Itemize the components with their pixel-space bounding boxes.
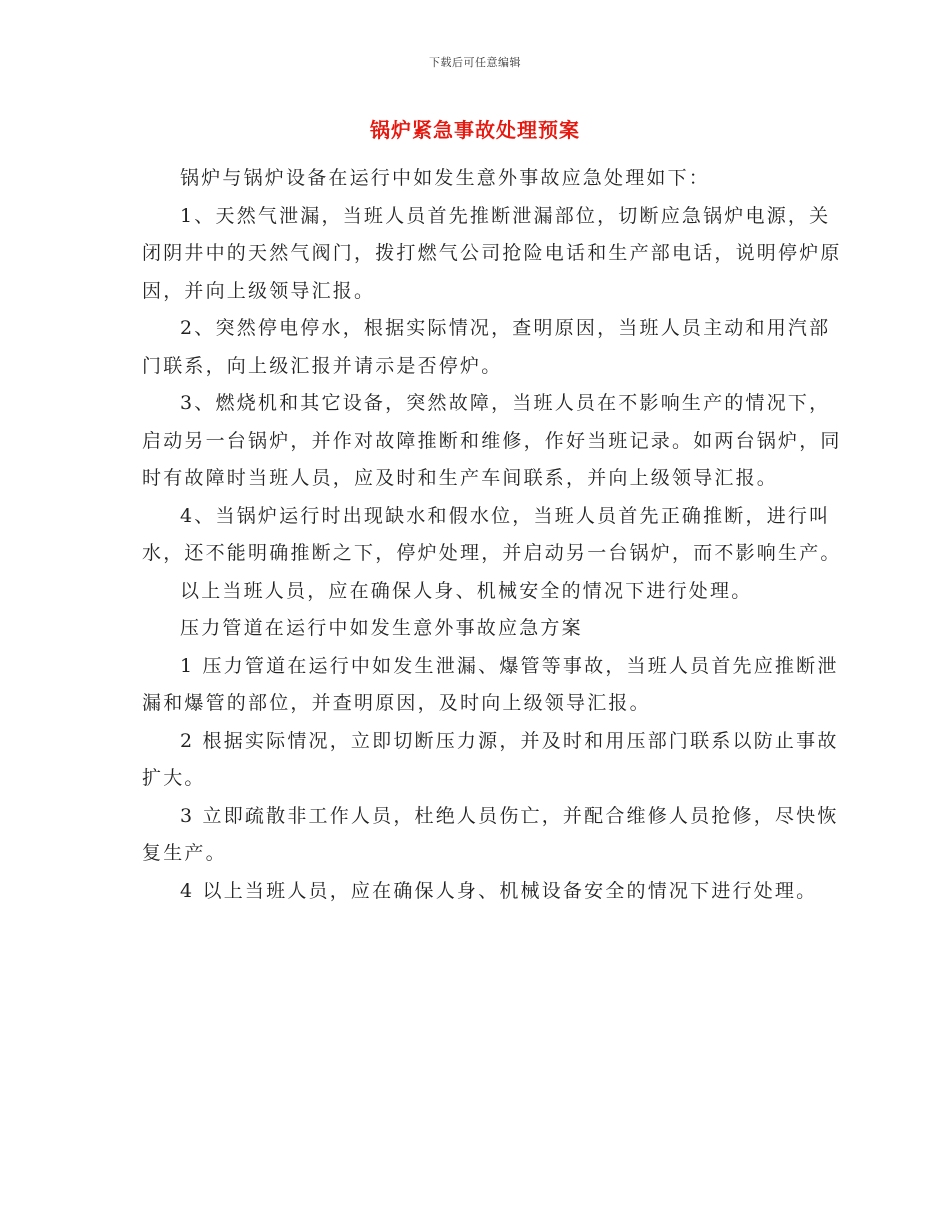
- paragraph-pipeline-heading: 压力管道在运行中如发生意外事故应急方案: [180, 617, 583, 639]
- paragraph-intro: 锅炉与锅炉设备在运行中如发生意外事故应急处理如下：: [180, 167, 711, 189]
- paragraph-summary: 以上当班人员，应在确保人身、机械安全的情况下进行处理。: [180, 579, 753, 602]
- paragraph-pipeline-4: 4 以上当班人员，应在确保人身、机械设备安全的情况下进行处理。: [180, 879, 818, 902]
- paragraph-item-2: 2、突然停电停水，根据实际情况，查明原因，当班人员主动和用汽部门联系，向上级汇报并请示是否停炉。: [142, 317, 831, 377]
- paragraph-pipeline-3: 3 立即疏散非工作人员，杜绝人员伤亡，并配合维修人员抢修，尽快恢复生产。: [142, 804, 839, 864]
- paragraph-item-1: 1、天然气泄漏，当班人员首先推断泄漏部位，切断应急锅炉电源，关闭阴井中的天然气阀门，拨打燃气公司抢险电话和生产部电话，说明停炉原因，并向上级领导汇报。: [142, 204, 842, 302]
- header-note: 下载后可任意编辑: [429, 56, 521, 69]
- paragraph-pipeline-1: 1 压力管道在运行中如发生泄漏、爆管等事故，当班人员首先应推断泄漏和爆管的部位，并查明原因，及时向上级领导汇报。: [142, 654, 839, 714]
- paragraph-item-4: 4、当锅炉运行时出现缺水和假水位，当班人员首先正确推断，进行叫水，还不能明确推断之下，停炉处理，并启动另一台锅炉，而不影响生产。: [142, 504, 842, 564]
- document-title: 锅炉紧急事故处理预案: [370, 118, 580, 142]
- paragraph-pipeline-2: 2 根据实际情况，立即切断压力源，并及时和用压部门联系以防止事故扩大。: [142, 729, 839, 789]
- document-body: [142, 160, 842, 910]
- paragraph-item-3: 3、燃烧机和其它设备，突然故障，当班人员在不影响生产的情况下，启动另一台锅炉，并作对故障推断和维修，作好当班记录。如两台锅炉，同时有故障时当班人员，应及时和生产车间联系，并向上级领导汇报。: [142, 392, 842, 489]
